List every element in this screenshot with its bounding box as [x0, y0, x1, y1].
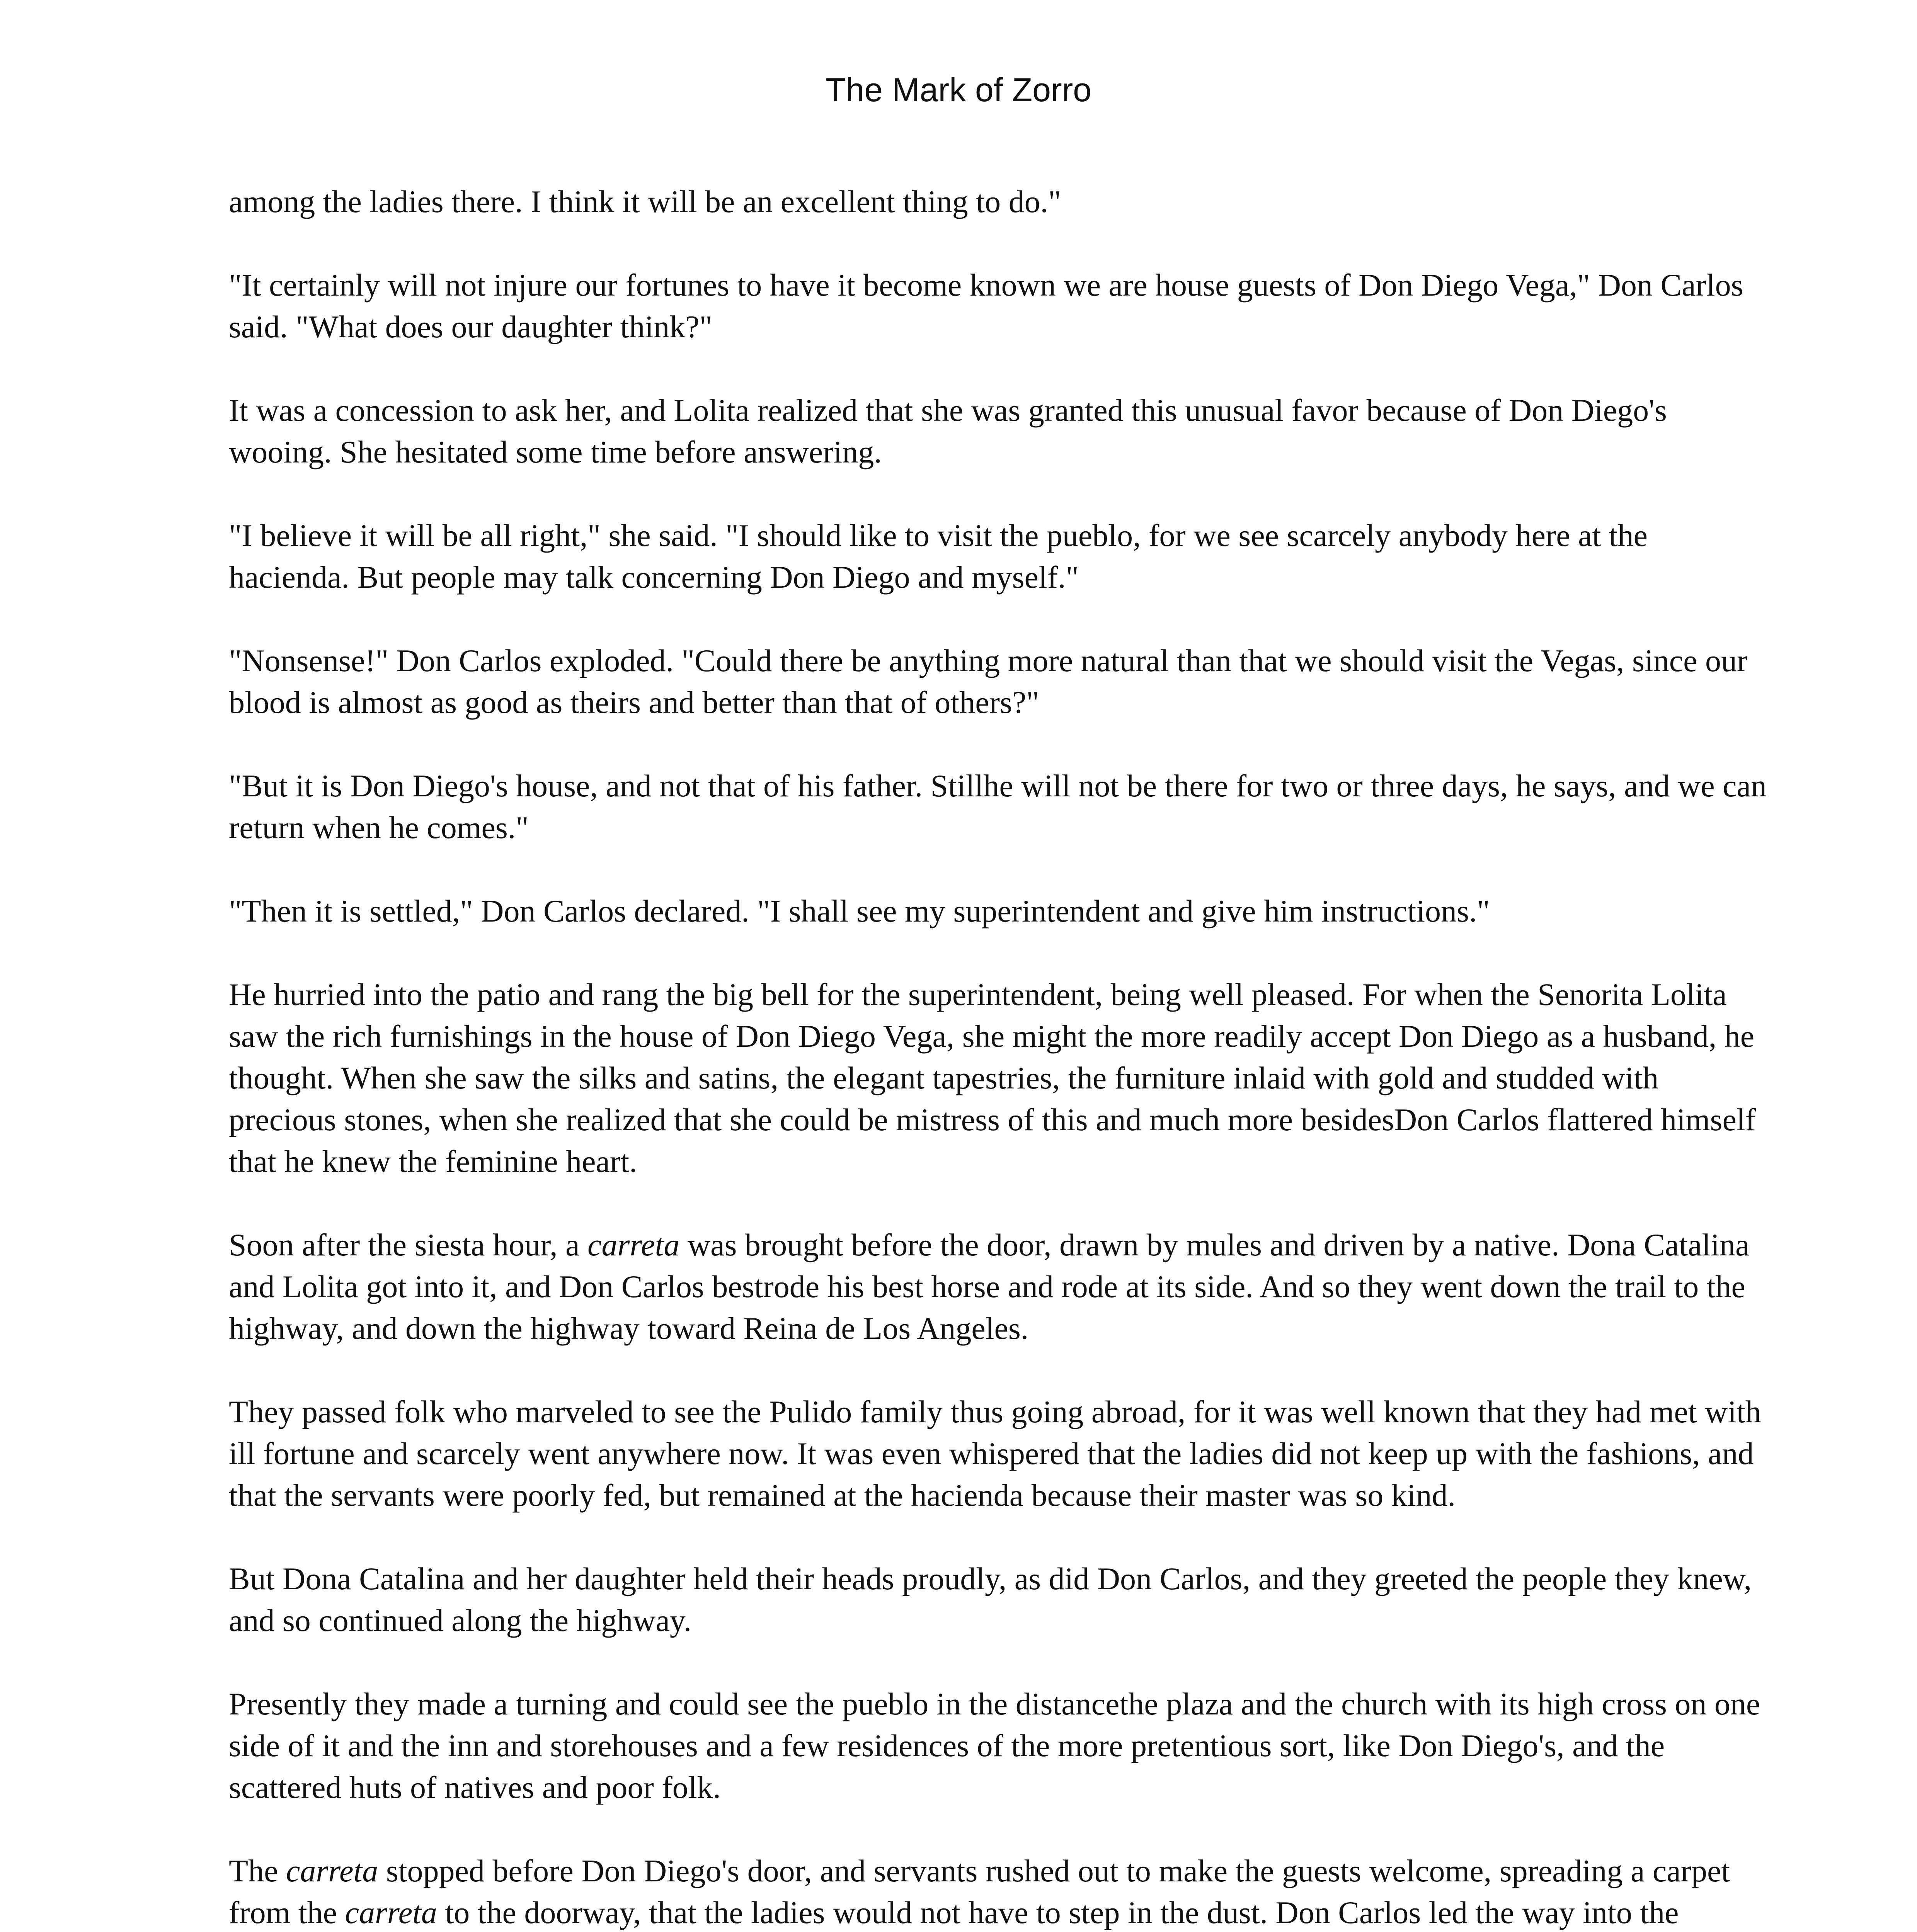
text-run: "But it is Don Diego's house, and not that of his father. Stillhe will not be there for two or three days, he says, and we can return when he comes." — [229, 768, 1767, 845]
text-run: "It certainly will not injure our fortunes to have it become known we are house guests of Don Diego Vega," Don Carlos said. "What does our daughter think?" — [229, 267, 1743, 344]
text-run: was brought before the door, drawn by mules and driven by a native. Dona Catalina and Lolita got into it, and Don Carlos bestrode his best horse and rode at its side. And so they went down the trail to the highway, and down the highway toward Reina de Los Angeles. — [229, 1227, 1750, 1346]
body-paragraph — [229, 1224, 1767, 1349]
text-run: He hurried into the patio and rang the big bell for the superintendent, being well pleased. For when the Senorita Lolita saw the rich furnishings in the house of Don Diego Vega, she might the more readily accept Don Diego as a husband, he thought. When she saw the silks and satins, the elegant tapestries, the furniture inlaid with gold and studded with precious stones, when she realized that she could be mistress of this and much more besidesDon Carlos flattered himself that he knew the feminine heart. — [229, 977, 1756, 1179]
chapter-body — [229, 181, 1767, 1932]
body-paragraph — [229, 515, 1767, 598]
text-run: The — [229, 1853, 286, 1888]
text-run: "Nonsense!" Don Carlos exploded. "Could there be anything more natural than that we should visit the Vegas, since our blood is almost as good as theirs and better than that of others?" — [229, 643, 1748, 720]
text-run: Presently they made a turning and could see the pueblo in the distancethe plaza and the church with its high cross on one side of it and the inn and storehouses and a few residences of the more pretentious sort, like Don Diego's, and the scattered huts of natives and poor folk. — [229, 1686, 1760, 1805]
text-run: "I believe it will be all right," she said. "I should like to visit the pueblo, for we see scarcely anybody here at the hacienda. But people may talk concerning Don Diego and myself." — [229, 518, 1648, 595]
body-paragraph — [229, 1683, 1767, 1808]
body-paragraph — [229, 389, 1767, 473]
body-paragraph — [229, 974, 1767, 1182]
text-run: among the ladies there. I think it will be an excellent thing to do." — [229, 184, 1061, 219]
body-paragraph — [229, 1850, 1767, 1932]
text-run: They passed folk who marveled to see the Pulido family thus going abroad, for it was well known that they had met with ill fortune and scarcely went anywhere now. It was even whispered that the ladies did not keep up with the fashions, and that the servants were poorly fed, but remained at the hacienda because their master was so kind. — [229, 1394, 1761, 1513]
text-run: to the doorway, that the ladies would not have to step in the dust. Don Carlos led the way into the — [445, 1895, 1679, 1930]
page-header — [0, 73, 1917, 107]
book-title: The Mark of Zorro — [825, 71, 1092, 109]
text-run: It was a concession to ask her, and Lolita realized that she was granted this unusual favor because of Don Diego's wooing. She hesitated some time before answering. — [229, 393, 1667, 469]
body-paragraph — [229, 890, 1767, 932]
text-run: stopped before Don Diego's door, and servants rushed out to make the guests welcome, spreading a carpet from the — [229, 1853, 1730, 1930]
text-run: Soon after the siesta hour, a — [229, 1227, 588, 1262]
body-paragraph — [229, 765, 1767, 849]
body-paragraph — [229, 1391, 1767, 1516]
body-paragraph — [229, 1558, 1767, 1641]
body-paragraph — [229, 640, 1767, 723]
body-paragraph — [229, 181, 1767, 223]
italic-term: carreta — [587, 1227, 680, 1262]
body-paragraph — [229, 264, 1767, 348]
text-run: "Then it is settled," Don Carlos declared. "I shall see my superintendent and give him instructions." — [229, 893, 1490, 929]
text-run: But Dona Catalina and her daughter held their heads proudly, as did Don Carlos, and they greeted the people they knew, and so continued along the highway. — [229, 1561, 1752, 1638]
italic-term: carreta — [286, 1853, 378, 1888]
italic-term: carreta — [345, 1895, 437, 1930]
